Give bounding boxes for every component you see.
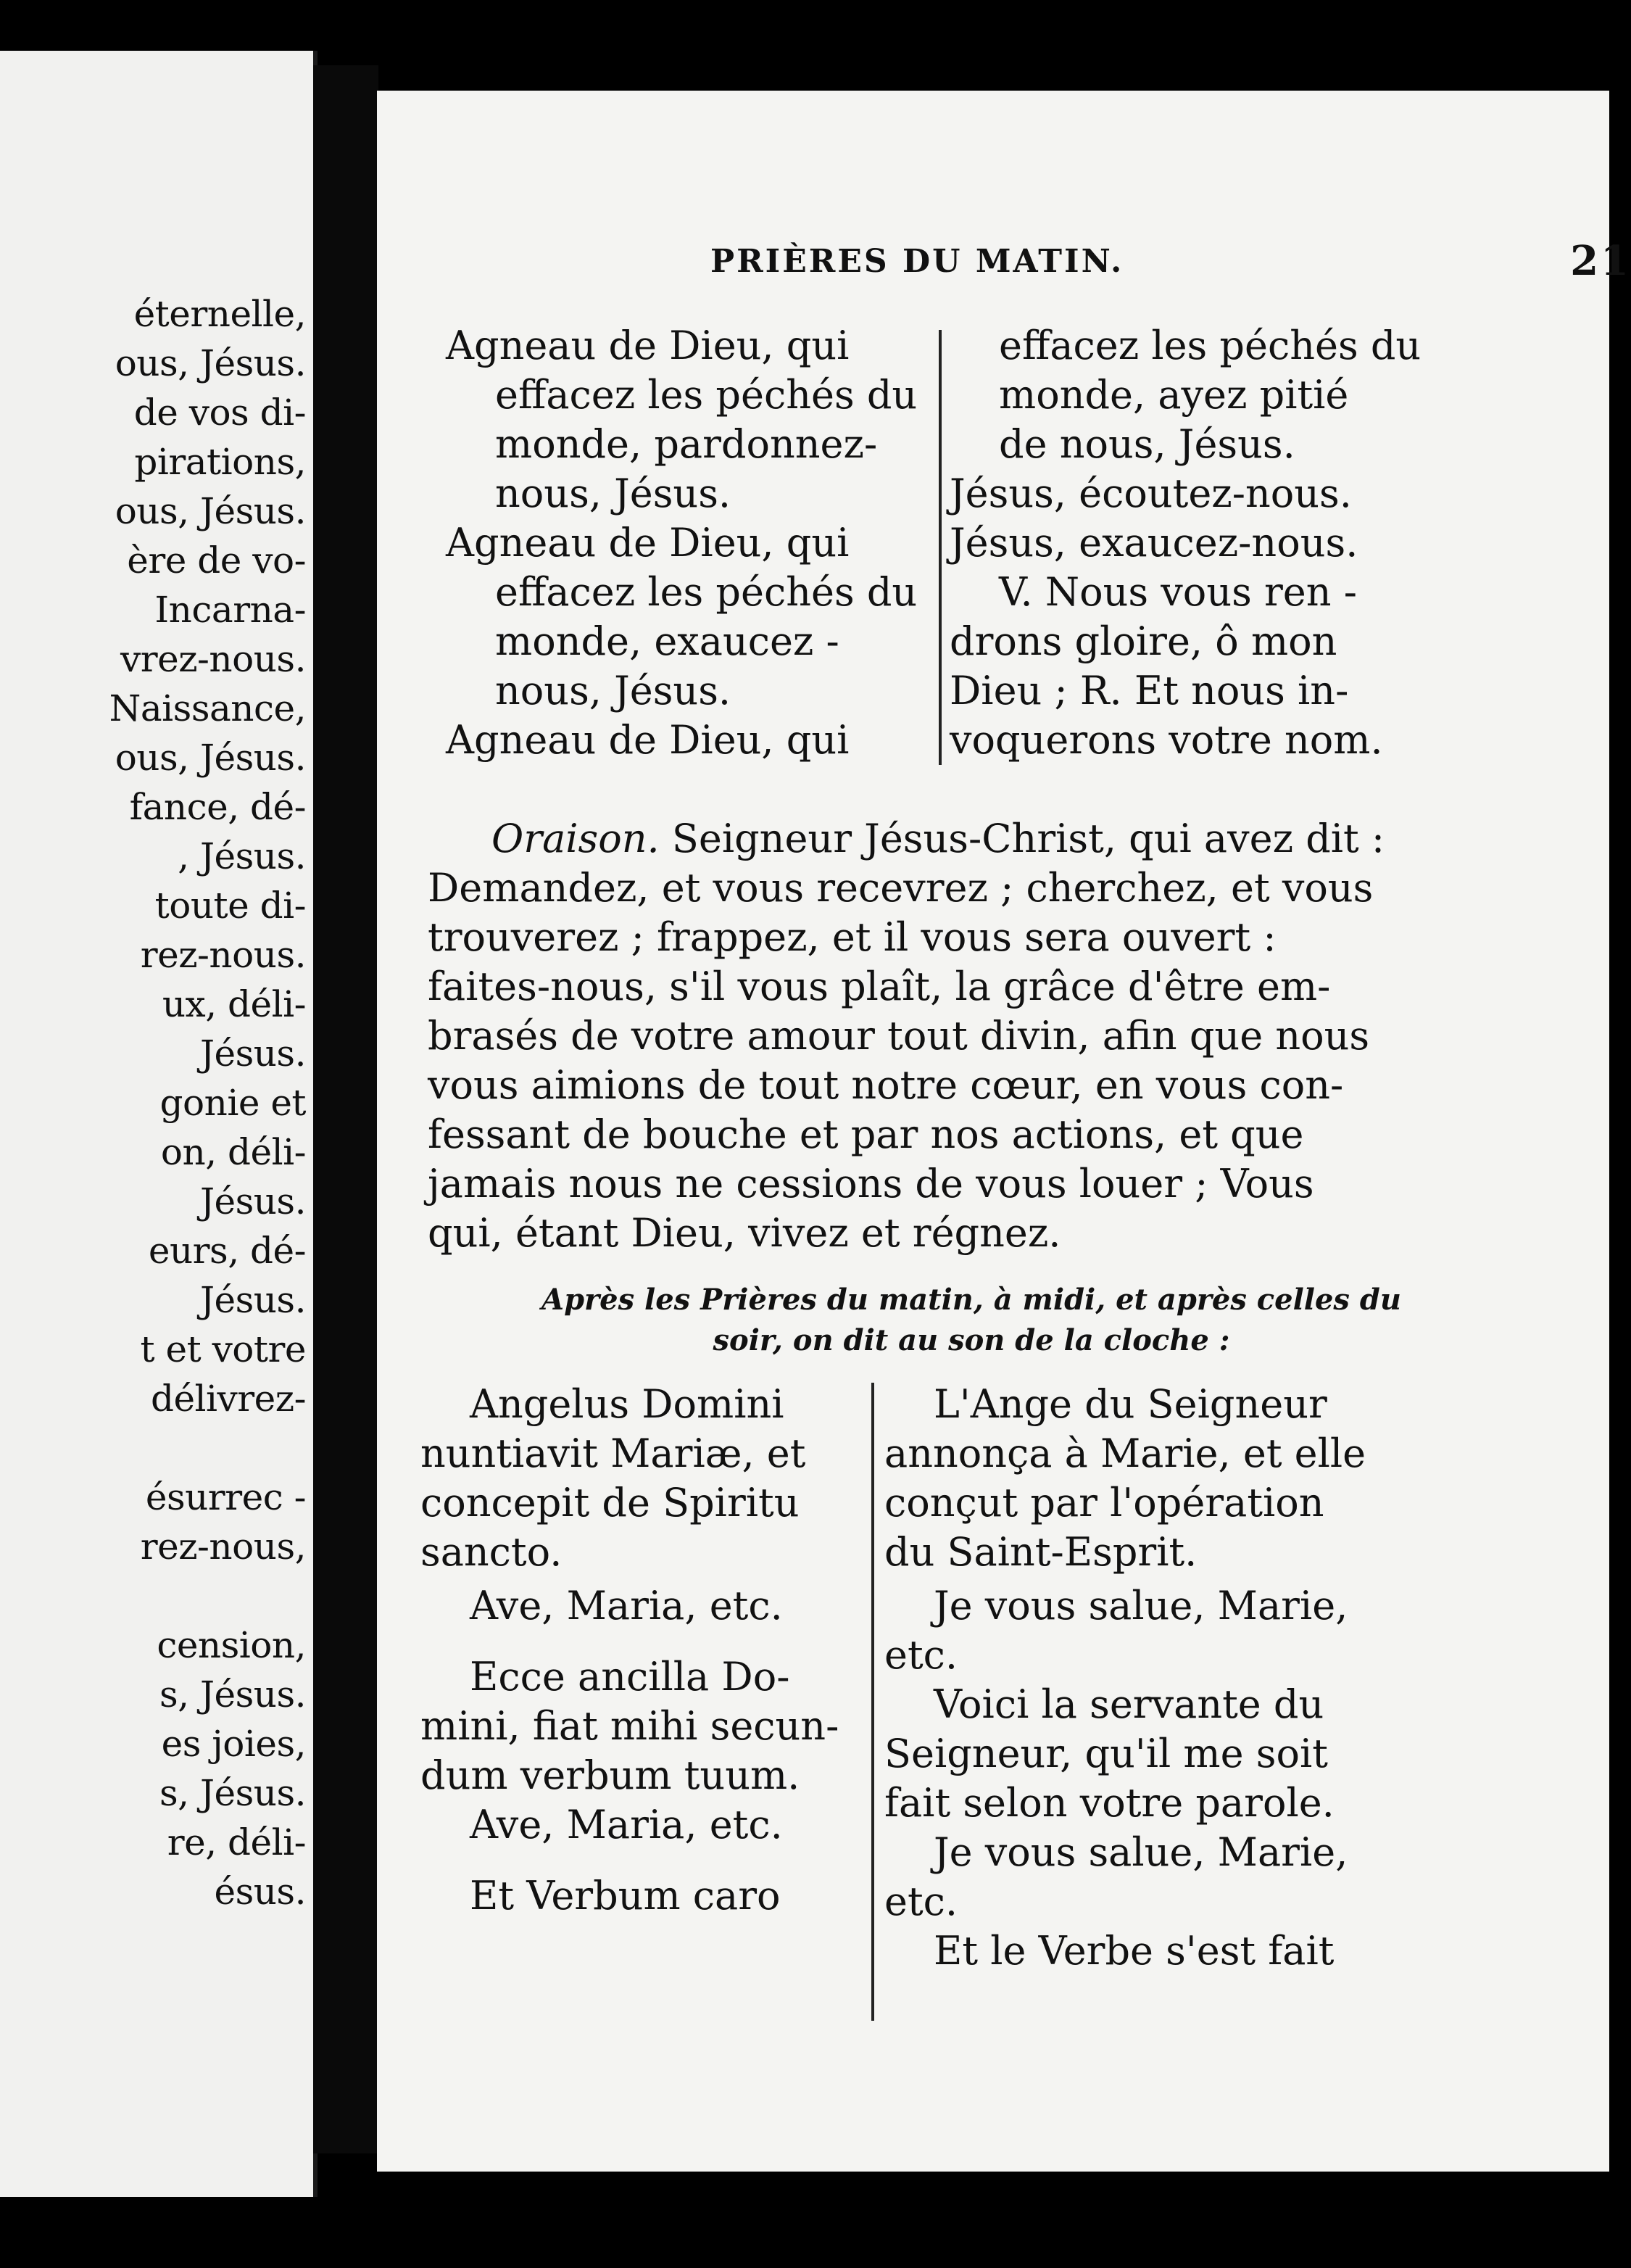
left-page-line: Incarna- bbox=[154, 589, 306, 631]
litany-line: nous, Jésus. bbox=[495, 668, 731, 713]
left-page-line: ésus. bbox=[214, 1871, 306, 1913]
rubric-line: soir, on dit au son de la cloche : bbox=[713, 1323, 1230, 1357]
left-facing-page bbox=[0, 51, 318, 2197]
left-page-line: s, Jésus. bbox=[159, 1772, 306, 1814]
angelus-line: L'Ange du Seigneur bbox=[934, 1381, 1327, 1427]
left-page-line: ous, Jésus. bbox=[115, 737, 306, 779]
angelus-line: Angelus Domini bbox=[470, 1381, 784, 1427]
angelus-latin-column bbox=[420, 1380, 839, 1921]
litany-line: effacez les péchés du bbox=[999, 323, 1422, 368]
angelus-line: Ave, Maria, etc. bbox=[470, 1583, 783, 1628]
rubric-line: Après les Prières du matin, à midi, et après celles du bbox=[541, 1283, 1401, 1317]
running-title: PRIÈRES DU MATIN. bbox=[710, 243, 1124, 280]
litany-line: V. Nous vous ren - bbox=[999, 569, 1357, 615]
angelus-line: etc. bbox=[884, 1879, 958, 1924]
left-page-line: gonie et bbox=[159, 1082, 306, 1124]
angelus-french-column bbox=[884, 1380, 1366, 1976]
litany-line: voquerons votre nom. bbox=[950, 717, 1383, 763]
angelus-line: du Saint-Esprit. bbox=[884, 1529, 1198, 1575]
litany-line: nous, Jésus. bbox=[495, 471, 731, 516]
left-page-line: , Jésus. bbox=[178, 835, 306, 877]
left-page-line: rez-nous, bbox=[140, 1526, 306, 1568]
left-page-line: Jésus. bbox=[199, 1279, 306, 1321]
page-number: 21 bbox=[1570, 237, 1631, 285]
angelus-line: mini, fiat mihi secun- bbox=[420, 1703, 839, 1749]
left-page-line: s, Jésus. bbox=[159, 1673, 306, 1716]
rubric-instruction bbox=[428, 1280, 1515, 1361]
litany-line: monde, pardonnez- bbox=[495, 421, 878, 467]
left-page-line: ésurrec - bbox=[145, 1476, 306, 1518]
angelus-line: Je vous salue, Marie, bbox=[934, 1583, 1348, 1628]
oraison-paragraph bbox=[428, 814, 1385, 1258]
left-page-line: eurs, dé- bbox=[148, 1230, 306, 1272]
left-page-line: pirations, bbox=[134, 441, 306, 483]
left-page-line: rez-nous. bbox=[140, 934, 306, 976]
oraison-line: Seigneur Jésus-Christ, qui avez dit : bbox=[671, 816, 1385, 861]
angelus-line: Ave, Maria, etc. bbox=[470, 1802, 783, 1847]
angelus-line: dum verbum tuum. bbox=[420, 1752, 800, 1798]
litany-line: Agneau de Dieu, qui bbox=[446, 520, 850, 566]
angelus-line: conçut par l'opération bbox=[884, 1480, 1324, 1526]
left-page-line: éternelle, bbox=[133, 293, 306, 335]
left-page-line: Naissance, bbox=[109, 687, 306, 729]
angelus-line: Et le Verbe s'est fait bbox=[934, 1928, 1335, 1974]
left-page-line: ous, Jésus. bbox=[115, 490, 306, 532]
oraison-line: vous aimions de tout notre cœur, en vous con- bbox=[428, 1062, 1344, 1108]
angelus-line bbox=[420, 1850, 839, 1871]
angelus-line: Ecce ancilla Do- bbox=[470, 1654, 790, 1700]
left-page-line: t et votre bbox=[140, 1328, 306, 1370]
oraison-line: Demandez, et vous recevrez ; cherchez, et vous bbox=[428, 865, 1374, 911]
left-page-line: délivrez- bbox=[150, 1378, 306, 1420]
litany-line: effacez les péchés du bbox=[495, 372, 918, 418]
angelus-line: etc. bbox=[884, 1632, 958, 1678]
left-page-line: Jésus. bbox=[199, 1032, 306, 1075]
left-page-line: re, déli- bbox=[167, 1821, 306, 1863]
angelus-line: Voici la servante du bbox=[934, 1681, 1324, 1727]
litany-right-column bbox=[950, 321, 1421, 765]
column-rule bbox=[939, 330, 942, 765]
left-page-line: ous, Jésus. bbox=[115, 342, 306, 384]
litany-line: de nous, Jésus. bbox=[999, 421, 1295, 467]
angelus-line: sancto. bbox=[420, 1529, 563, 1575]
litany-left-column bbox=[446, 321, 917, 765]
left-page-line: cension, bbox=[157, 1624, 306, 1666]
oraison-line: faites-nous, s'il vous plaît, la grâce d'être em- bbox=[428, 964, 1331, 1009]
litany-line: Dieu ; R. Et nous in- bbox=[950, 668, 1349, 713]
left-page-line: Jésus. bbox=[199, 1180, 306, 1222]
litany-line: Jésus, écoutez-nous. bbox=[950, 471, 1352, 516]
running-header bbox=[710, 237, 1631, 294]
oraison-line: brasés de votre amour tout divin, afin que nous bbox=[428, 1013, 1370, 1059]
left-page-line: de vos di- bbox=[133, 392, 306, 434]
right-page bbox=[377, 91, 1631, 2172]
angelus-line: nuntiavit Mariæ, et bbox=[420, 1431, 806, 1476]
litany-line: Agneau de Dieu, qui bbox=[446, 717, 850, 763]
left-page-line: ère de vo- bbox=[127, 539, 306, 582]
litany-line: monde, ayez pitié bbox=[999, 372, 1349, 418]
left-page-line: vrez-nous. bbox=[120, 638, 306, 680]
angelus-line: fait selon votre parole. bbox=[884, 1780, 1335, 1826]
left-page-line: toute di- bbox=[154, 885, 306, 927]
left-page-line: fance, dé- bbox=[129, 786, 306, 828]
left-page-line: on, déli- bbox=[160, 1131, 306, 1173]
litany-line: Jésus, exaucez-nous. bbox=[950, 520, 1358, 566]
litany-line: effacez les péchés du bbox=[495, 569, 918, 615]
angelus-line: Et Verbum caro bbox=[470, 1873, 781, 1919]
oraison-line: fessant de bouche et par nos actions, et que bbox=[428, 1112, 1304, 1157]
left-page-line: ux, déli- bbox=[162, 983, 306, 1025]
oraison-label: Oraison. bbox=[491, 816, 660, 861]
oraison-line: qui, étant Dieu, vivez et régnez. bbox=[428, 1210, 1061, 1256]
angelus-line: annonça à Marie, et elle bbox=[884, 1431, 1366, 1476]
angelus-line bbox=[420, 1631, 839, 1652]
angelus-line: Seigneur, qu'il me soit bbox=[884, 1731, 1328, 1776]
left-page-line: es joies, bbox=[161, 1723, 306, 1765]
angelus-line: Je vous salue, Marie, bbox=[934, 1829, 1348, 1875]
oraison-line: jamais nous ne cessions de vous louer ; Vous bbox=[428, 1161, 1314, 1207]
oraison-line: trouverez ; frappez, et il vous sera ouvert : bbox=[428, 914, 1277, 960]
litany-line: Agneau de Dieu, qui bbox=[446, 323, 850, 368]
litany-line: monde, exaucez - bbox=[495, 618, 839, 664]
column-rule bbox=[871, 1383, 874, 2021]
book-gutter bbox=[313, 65, 378, 2153]
litany-line: drons gloire, ô mon bbox=[950, 618, 1337, 664]
angelus-line: concepit de Spiritu bbox=[420, 1480, 800, 1526]
